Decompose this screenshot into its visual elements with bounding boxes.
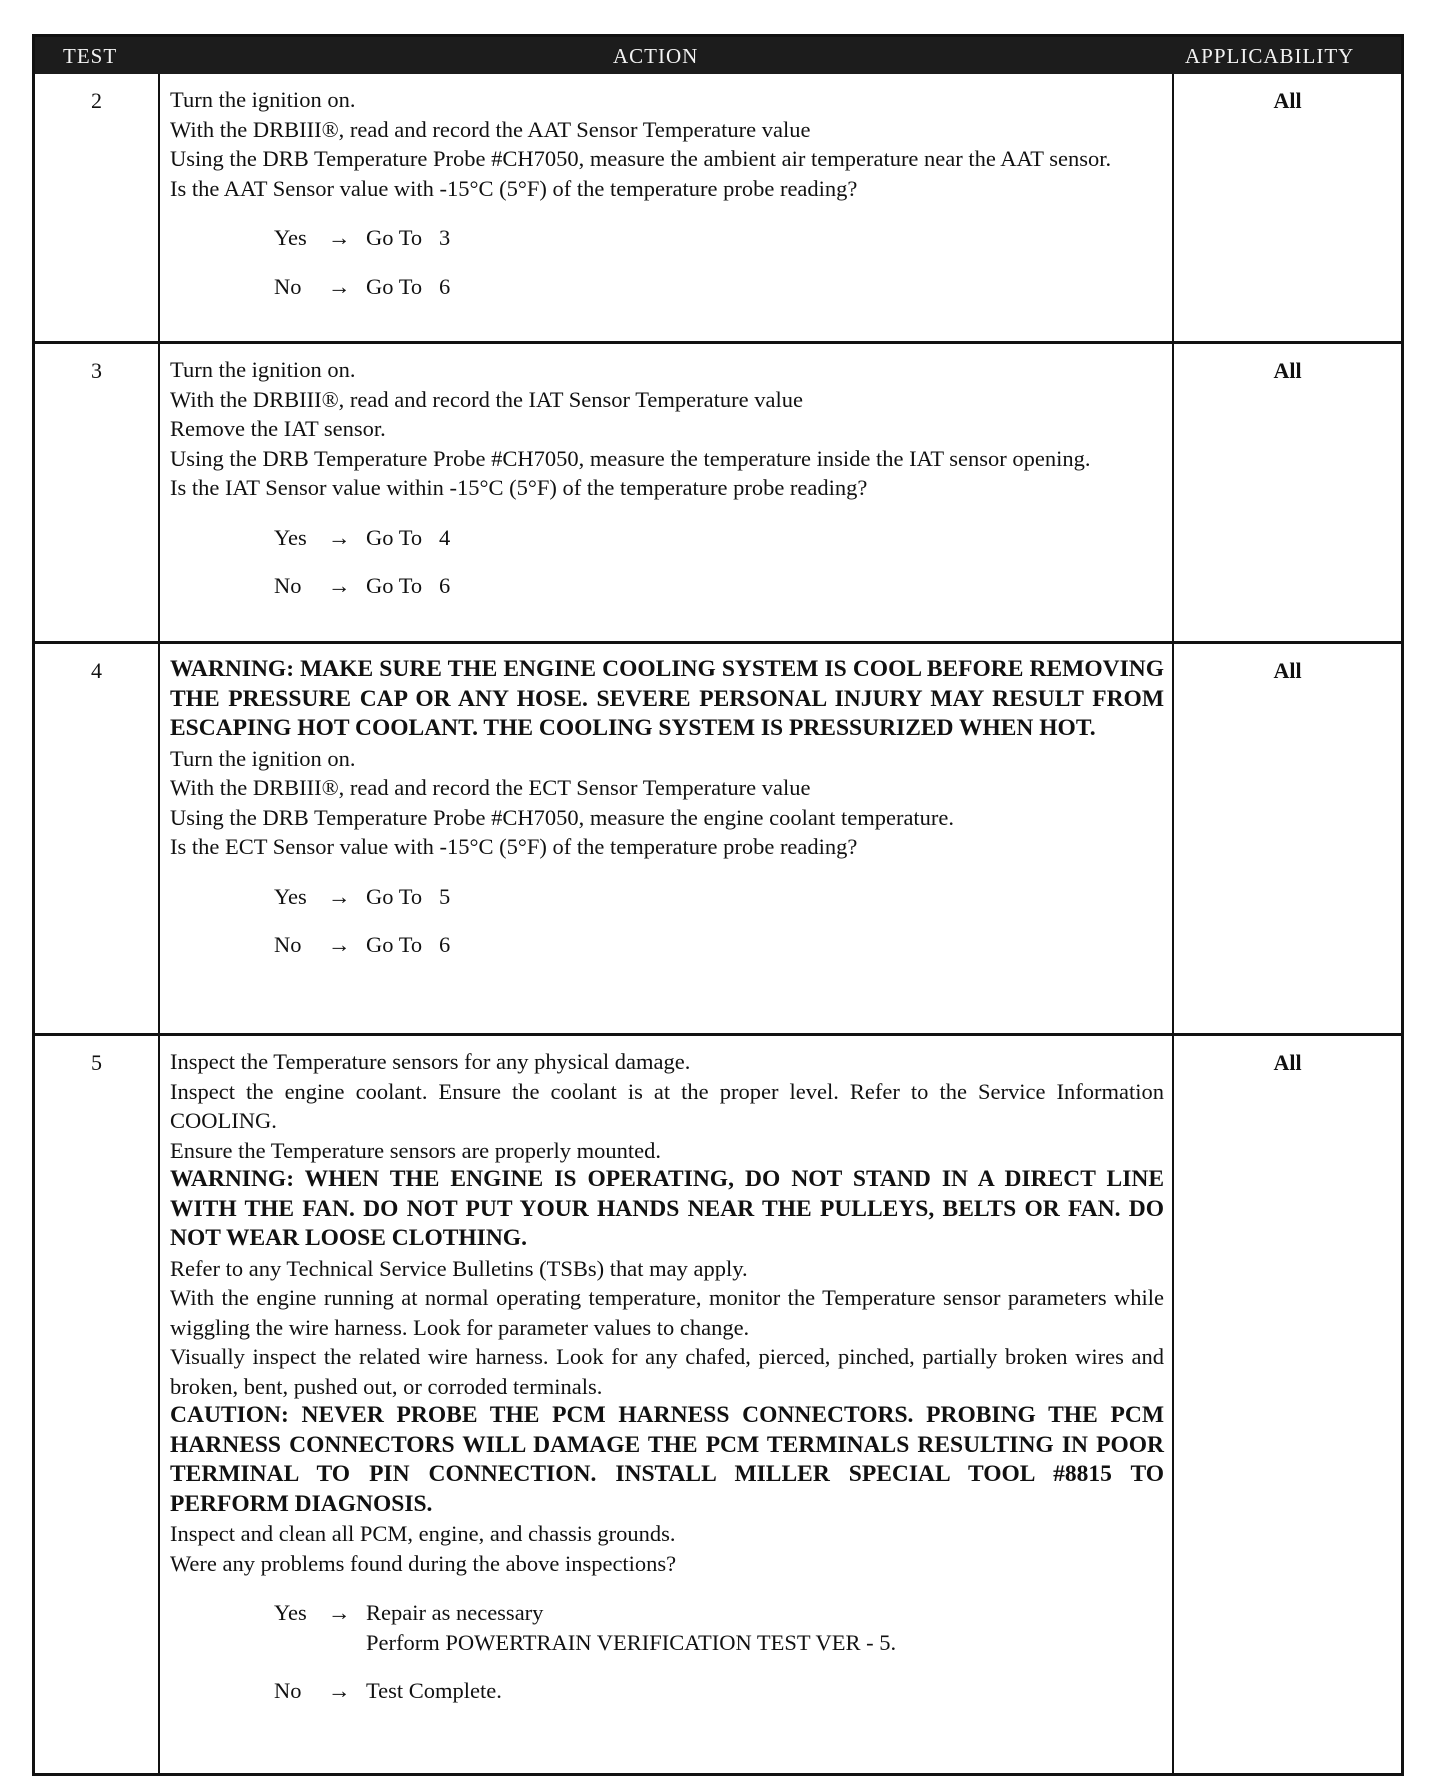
action-cell bbox=[160, 344, 1174, 641]
arrow-right-icon: → bbox=[328, 225, 351, 250]
arrow-right-icon: → bbox=[328, 1678, 351, 1703]
action-line: Visually inspect the related wire harness. Look for any chafed, pierced, pinched, partially broken wires and broken, bent, pushed out, or corroded terminals. bbox=[170, 1344, 1164, 1399]
yes-branch-detail: Perform POWERTRAIN VERIFICATION TEST VER - 5. bbox=[366, 1629, 897, 1655]
action-line: Turn the ignition on. bbox=[170, 87, 356, 112]
arrow-right-icon: → bbox=[328, 883, 351, 909]
warning-text: WARNING: WHEN THE ENGINE IS OPERATING, DO NOT STAND IN A DIRECT LINE WITH THE FAN. DO NOT PUT YOUR HANDS NEAR THE PULLEYS, BELTS OR FAN. DO NOT WEAR LOOSE CLOTHING. bbox=[170, 1166, 1164, 1251]
action-line: Is the IAT Sensor value within -15°C (5°F) of the temperature probe reading? bbox=[170, 475, 868, 500]
action-line: With the engine running at normal operating temperature, monitor the Temperature sensor parameters while wiggling the wire harness. Look for parameter values to change. bbox=[170, 1285, 1164, 1340]
test-number: 3 bbox=[35, 344, 160, 641]
no-branch: No → Go To 6 bbox=[274, 272, 1164, 302]
arrow-right-icon: → bbox=[328, 273, 351, 299]
action-line: Turn the ignition on. bbox=[170, 357, 356, 382]
action-line: Using the DRB Temperature Probe #CH7050, measure the engine coolant temperature. bbox=[170, 804, 955, 830]
arrow-right-icon: → bbox=[328, 573, 351, 598]
action-line: Were any problems found during the above inspections? bbox=[170, 1550, 677, 1576]
no-branch: No → Go To 6 bbox=[274, 930, 1164, 960]
table-header bbox=[35, 37, 1401, 74]
header-applicability: APPLICABILITY bbox=[1185, 44, 1355, 68]
table-row-test-5 bbox=[35, 1036, 1401, 1773]
warning-text: WARNING: MAKE SURE THE ENGINE COOLING SYSTEM IS COOL BEFORE REMOVING THE PRESSURE CAP OR ANY HOSE. SEVERE PERSONAL INJURY MAY RESULT FROM ESCAPING HOT COOLANT. THE COOLING SYSTEM IS PRESSURIZED WHEN HOT. bbox=[170, 656, 1164, 741]
arrow-right-icon: → bbox=[328, 932, 351, 957]
yes-branch: Yes → Go To 3 bbox=[274, 223, 1164, 253]
applicability-cell: All bbox=[1273, 658, 1302, 683]
table-row-test-2 bbox=[35, 74, 1401, 344]
applicability-cell: All bbox=[1273, 358, 1302, 383]
applicability-cell: All bbox=[1273, 88, 1302, 113]
header-action: ACTION bbox=[613, 44, 699, 68]
yes-branch: Yes → Go To 5 bbox=[274, 882, 1164, 912]
arrow-right-icon: → bbox=[328, 1600, 351, 1625]
action-line: With the DRBIII®, read and record the ECT Sensor Temperature value bbox=[170, 775, 811, 800]
action-cell bbox=[160, 74, 1174, 341]
test-number: 2 bbox=[35, 74, 160, 341]
no-branch: No → Test Complete. bbox=[274, 1676, 1164, 1706]
action-line: Ensure the Temperature sensors are properly mounted. bbox=[170, 1137, 661, 1163]
action-line: Is the ECT Sensor value with -15°C (5°F) of the temperature probe reading? bbox=[170, 834, 858, 859]
test-number: 4 bbox=[35, 644, 160, 1033]
action-line: Using the DRB Temperature Probe #CH7050, measure the ambient air temperature near the AAT sensor. bbox=[170, 146, 1112, 171]
caution-text: CAUTION: NEVER PROBE THE PCM HARNESS CONNECTORS. PROBING THE PCM HARNESS CONNECTORS WILL DAMAGE THE PCM TERMINALS RESULTING IN POOR TERMINAL TO PIN CONNECTION. INSTALL MILLER SPECIAL TOOL #8815 TO PERFORM DIAGNOSIS. bbox=[170, 1402, 1164, 1517]
table-row-test-3 bbox=[35, 344, 1401, 644]
action-line: Turn the ignition on. bbox=[170, 745, 356, 771]
action-line: Remove the IAT sensor. bbox=[170, 416, 386, 441]
action-line: Is the AAT Sensor value with -15°C (5°F) of the temperature probe reading? bbox=[170, 175, 858, 201]
action-line: Inspect the Temperature sensors for any physical damage. bbox=[170, 1049, 691, 1074]
table-row-test-4 bbox=[35, 644, 1401, 1036]
yes-branch: Yes → Go To 4 bbox=[274, 523, 1164, 553]
header-test: TEST bbox=[63, 44, 118, 68]
yes-branch: Yes → Repair as necessary Perform POWERTRAIN VERIFICATION TEST VER - 5. bbox=[274, 1598, 1164, 1657]
action-line: Using the DRB Temperature Probe #CH7050, measure the temperature inside the IAT sensor opening. bbox=[170, 445, 1091, 471]
action-line: Inspect and clean all PCM, engine, and chassis grounds. bbox=[170, 1521, 676, 1546]
applicability-cell: All bbox=[1273, 1050, 1302, 1075]
action-cell bbox=[160, 644, 1174, 1033]
test-number: 5 bbox=[35, 1036, 160, 1773]
action-cell bbox=[160, 1036, 1174, 1773]
arrow-right-icon: → bbox=[328, 524, 351, 550]
diagnostic-table bbox=[32, 34, 1404, 1776]
action-line: Refer to any Technical Service Bulletins (TSBs) that may apply. bbox=[170, 1255, 748, 1281]
action-line: Inspect the engine coolant. Ensure the coolant is at the proper level. Refer to the Service Information COOLING. bbox=[170, 1078, 1164, 1133]
action-line: With the DRBIII®, read and record the IAT Sensor Temperature value bbox=[170, 386, 803, 412]
action-line: With the DRBIII®, read and record the AAT Sensor Temperature value bbox=[170, 116, 811, 142]
no-branch: No → Go To 6 bbox=[274, 571, 1164, 601]
